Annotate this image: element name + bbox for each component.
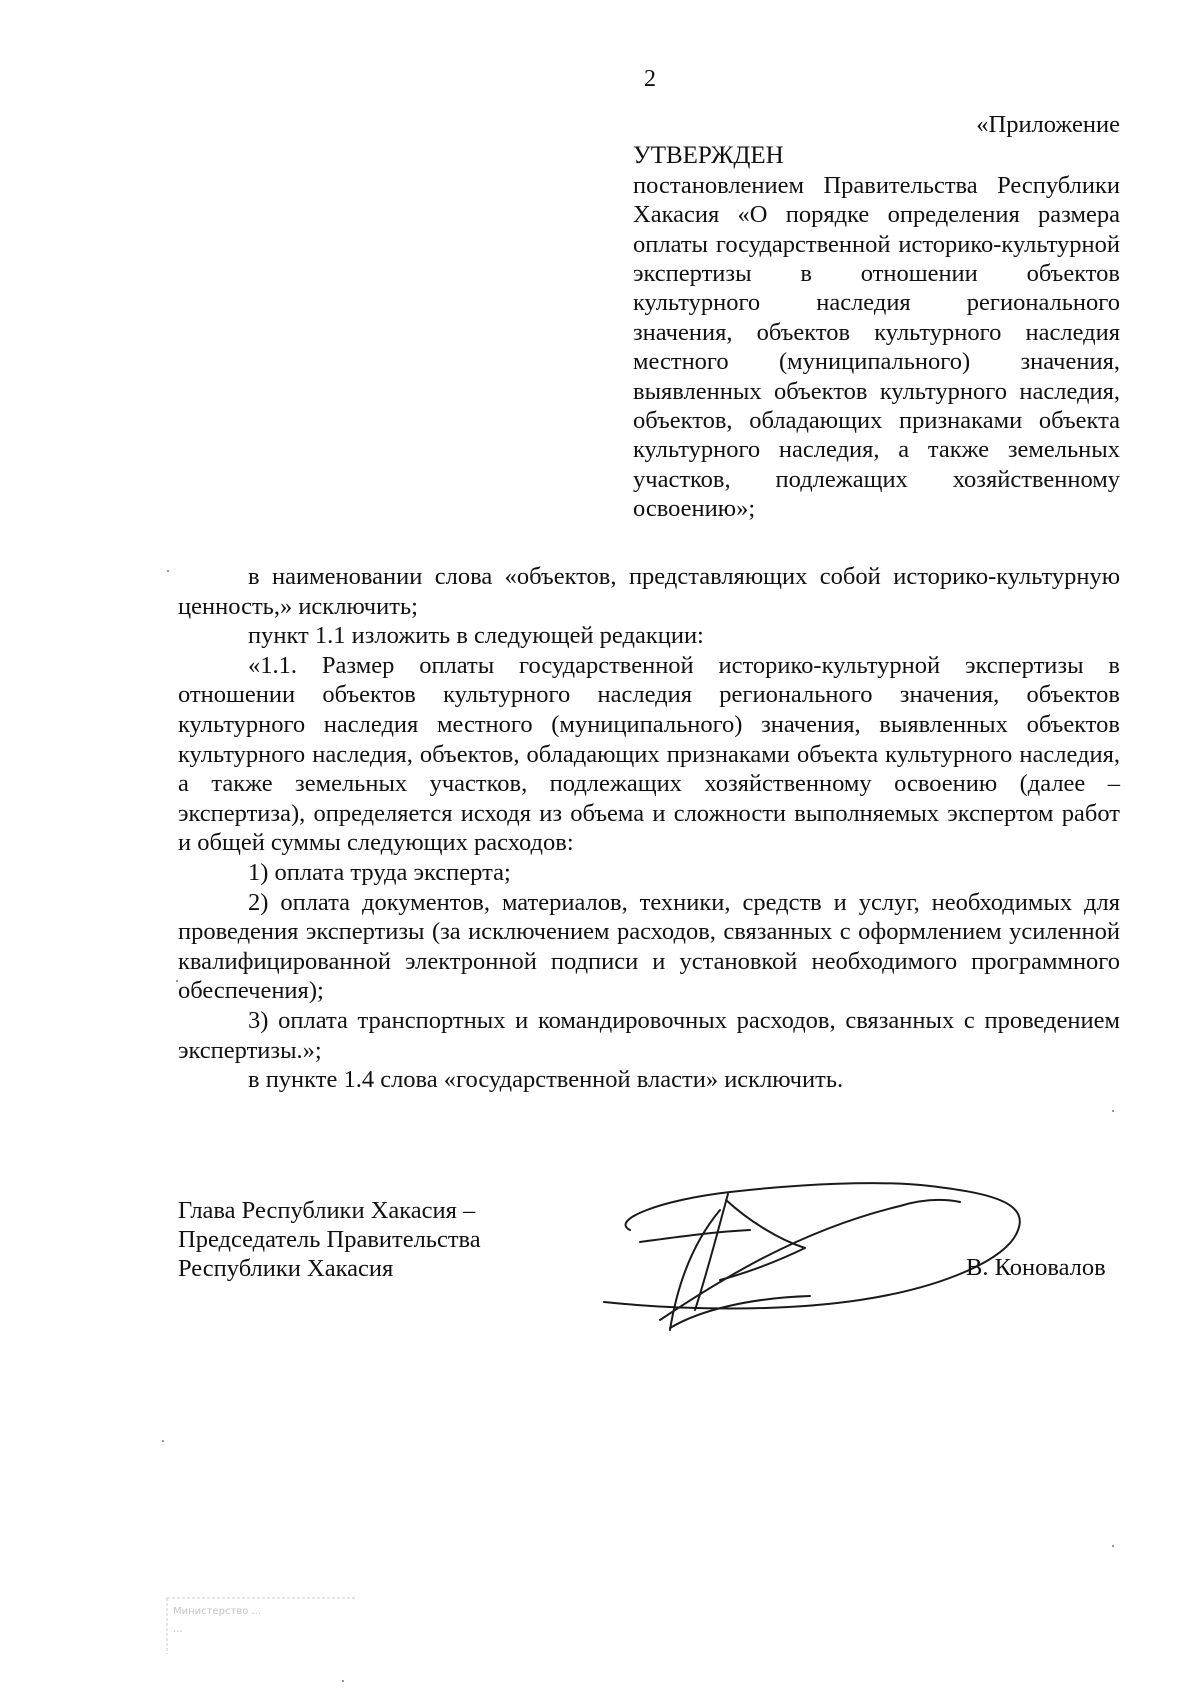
paragraph: пункт 1.1 изложить в следующей редакции: bbox=[248, 622, 704, 650]
signer-title-line: Республики Хакасия bbox=[178, 1255, 394, 1282]
approved-label: УТВЕРЖДЕН bbox=[633, 142, 784, 170]
scan-speck bbox=[167, 570, 169, 572]
signer-title-line: Председатель Правительства bbox=[178, 1226, 481, 1253]
scan-speck bbox=[342, 1680, 344, 1682]
page-number: 2 bbox=[644, 66, 656, 92]
registration-stamp bbox=[165, 1594, 365, 1664]
handwritten-signature bbox=[600, 1160, 1030, 1340]
paragraph: 2) оплата документов, материалов, техники, средств и услуг, необходимых для проведения экспертизы (за исключением расходов, связанных с оформлением усиленной квалифицированной электронной подписи и установкой необходимого программного обеспечения); bbox=[178, 888, 1120, 1005]
signer-title bbox=[178, 1196, 481, 1283]
document-body bbox=[178, 562, 1120, 1095]
approval-block bbox=[633, 110, 1120, 524]
scan-speck bbox=[1112, 1545, 1114, 1547]
paragraph: в пункте 1.4 слова «государственной власти» исключить. bbox=[248, 1066, 844, 1094]
paragraph: в наименовании слова «объектов, представляющих собой историко-культурную ценность,» исключить; bbox=[178, 563, 1120, 620]
appendix-label: «Приложение bbox=[976, 111, 1120, 138]
stamp-text: ... bbox=[173, 1624, 183, 1635]
paragraph: «1.1. Размер оплаты государственной историко-культурной экспертизы в отношении объектов культурного наследия регионального значения, объектов культурного наследия местного (муниципального) значения, выявленных объектов культурного наследия, объектов, обладающих признаками объекта культурного наследия, а также земельных участков, подлежащих хозяйственному освоению (далее – экспертиза), определяется исходя из объема и сложности выполняемых экспертом работ и общей суммы следующих расходов: bbox=[178, 651, 1120, 857]
stamp-text: Министерство ... bbox=[173, 1606, 262, 1617]
signer-name: В. Коновалов bbox=[966, 1254, 1106, 1281]
stamp-border bbox=[165, 1594, 365, 1664]
signer-title-line: Глава Республики Хакасия – bbox=[178, 1197, 476, 1224]
paragraph: 1) оплата труда эксперта; bbox=[248, 858, 511, 886]
approval-text: постановлением Правительства Республики Хакасия «О порядке определения размера оплаты государственной историко-культурной экспертизы в отношении объектов культурного наследия регионального значения, объектов культурного наследия местного (муниципального) значения, выявленных объектов культурного наследия, объектов, обладающих признаками объекта культурного наследия, а также земельных участков, подлежащих хозяйственному освоению»; bbox=[633, 171, 1120, 523]
scan-speck bbox=[176, 980, 178, 982]
scan-speck bbox=[162, 1440, 164, 1442]
paragraph: 3) оплата транспортных и командировочных расходов, связанных с проведением экспертизы.»; bbox=[178, 1006, 1120, 1064]
scan-speck bbox=[1112, 1110, 1114, 1112]
